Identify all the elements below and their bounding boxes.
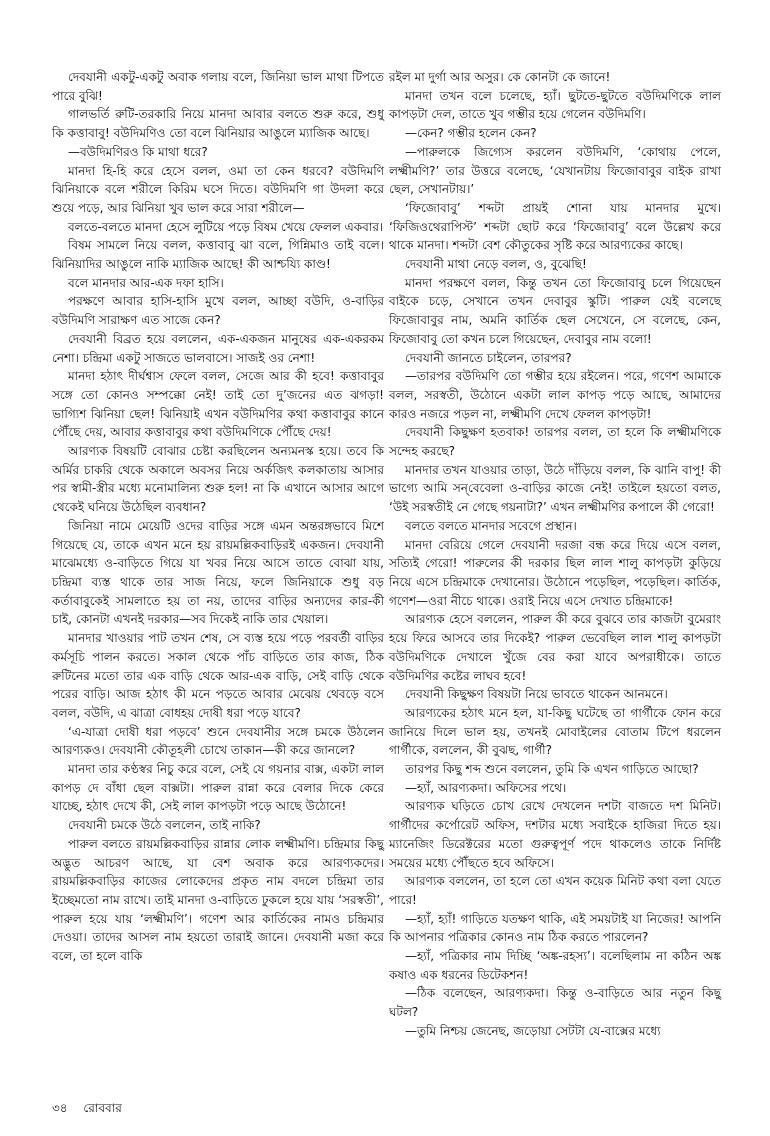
paragraph: দেবযানী কিছুক্ষণ বিষয়টা নিয়ে ভাবতে থাকেন আনমনে।	[405, 687, 668, 702]
paragraph: ‘এ-যাত্রা দোষী ধরা পড়বে’ শুনে দেবযানীর সঙ্গে চমকে উঠলেন আরণ্যকও। দেবযানী কৌতূহলী চোখে তাকান—কী করে জানলে?	[52, 724, 384, 758]
paragraph: —তুমি নিশ্চয় জেনেছ, জড়োয়া সেটটা যে-বাক্সের মধ্যে	[405, 1023, 661, 1038]
paragraph: বিষম সামলে নিয়ে বলল, কত্তাবাবু ঝা বলে, গিন্নিমাও তাই বলে। ঝিনিয়াদির আঙুলে নাকি ম্যাজিক আছে! কী আশ্চয্যি কাণ্ড!	[52, 238, 384, 272]
magazine-name: রোববার	[83, 1101, 122, 1115]
paragraph: —বউদিমণিরও কি মাথা ধরে?	[68, 144, 208, 159]
paragraph: —হ্যাঁ, পত্রিকার নাম দিচ্ছি ‘অঙ্ক-রহস্য’। বলেছিলাম না কঠিন অঙ্ক কষাও এক ধরনের ডিটেকশন!	[389, 949, 721, 982]
paragraph: পারুল বলতে রায়মল্লিকবাড়ির রান্নার লোক লক্ষ্মীমণি। চন্দ্রিমার কিছু অদ্ভুত আচরণ আছে, যা বেশ অবাক করে আরণ্যকদের। রায়মল্লিকবাড়ির কাজের লোকেদের প্রকৃত নাম বদলে চন্দ্রিমা তার ইচ্ছেমতো নাম রাখে। তাই মানদা ও-বাড়িতে ঢুকলে হয়ে যায় ‘সরস্বতী’, পারুল হয়ে যায় ‘লক্ষ্মীমণি’। গণেশ আর কার্তিকের নামও চন্দ্রিমার দেওয়া। তাদের আসল নাম হয়তো তারাই জানে। দেবযানী মজা করে বলে, তা হলে বাকি	[52, 836, 384, 964]
paragraph: বলতে বলতে মানদার সবেগে প্রস্থান।	[405, 518, 577, 533]
paragraph: দেবযানী একটু-একটু অবাক গলায় বলে, জিনিয়া ভাল মাথা টিপতে পারে বুঝি!	[52, 70, 384, 103]
paragraph: মানদা তার কণ্ঠস্বর নিচু করে বলে, সেই যে গয়নার বাক্স, একটা লাল কাপড় দে বাঁধা ছেল বাক্সটা। পারুল রান্না করে বেলার দিকে কেরে যাচ্ছে, হঠাৎ দেখে কী, সেই লাল কাপড়টা পড়ে আছে উঠোনে!	[52, 762, 384, 814]
paragraph: মানদা হি-হি করে হেসে বলল, ওমা তা কেন ধরবে? বউদিমণি ঝিনিয়াকে বলে শরীলে কিরিম ঘসে দিতে। বউদিমণি গা উদলা করে শুয়ে পড়ে, আর ঝিনিয়া খুব ভাল করে সারা শরীলে—	[52, 163, 384, 215]
paragraph: আরণ্যক হেসে বললেন, পারুল কী করে বুঝবে তার কাজটা বুমেরাং হয়ে ফিরে আসবে তার দিকেই? পারুল ভেবেছিল লাল শালু কাপড়টা বউদিমণিকে দেখালে খুঁজে বের করা যাবে অপরাধীকে। তাতে বউদিমণির কষ্টের লাঘব হবে!	[389, 612, 721, 683]
paragraph: আরণ্যক বিষয়টি বোঝার চেষ্টা করছিলেন অন্যমনস্ক হয়ে। তবে কি অর্মির চাকরি থেকে অকালে অবসর নিয়ে অর্কজিৎ কলকাতায় আসার পর স্বামী-স্ত্রীর মধ্যে মনোমালিন্য শুরু হল! না কি এখানে আসার আগে থেকেই ঘনিয়ে উঠেছিল ব্যবধান?	[52, 444, 384, 515]
paragraph: তারপর কিছু শব্দ শুনে বললেন, তুমি কি এখন গাড়িতে আছো?	[405, 762, 699, 777]
paragraph: রইল মা দুর্গা আর অসুর। কে কোনটা কে জানে!	[389, 70, 611, 84]
paragraph: আরণ্যকের হঠাৎ মনে হল, যা-কিছু ঘটেছে তা গার্গীকে ফোন করে জানিয়ে দিলে ভাল হয়, তখনই মোবাইলের বোতাম টিপে ধরলেন গার্গীকে, বললেন, কী বুঝছ, গার্গী?	[389, 705, 721, 758]
paragraph: বলে মানদার আর-এক দফা হাসি।	[68, 275, 224, 290]
paragraph: —তারপর বউদিমণি তো গম্ভীর হয়ে রইলেন। পরে, গণেশ আমাকে বলল, সরস্বতী, উঠোনে একটা লাল কাপড় পড়ে আছে, আমাদের কারও নজরে পড়ল না, লক্ষ্মীমণি দেখে ফেলল কাপড়টা!	[389, 369, 721, 421]
paragraph: —হ্যাঁ, হ্যাঁ! গাড়িতে যতক্ষণ থাকি, এই সময়টাই যা নিজের! আপনি কি আপনার পত্রিকার কোনও নাম ঠিক করতে পারলেন?	[389, 911, 721, 945]
paragraph: পরক্ষণে আবার হাসি-হাসি মুখে বলল, আচ্ছা বউদি, ও-বাড়ির বউদিমণি সারাক্ষণ এত সাজে কেন?	[52, 294, 384, 328]
paragraph: মানদার তখন যাওয়ার তাড়া, উঠে দাঁড়িয়ে বলল, কি ঝানি বাপু! কী ভাগ্যে আমি সন্‌বেবেলা ও-বাড়ির কাজে নেই! তাইলে হয়তো বলত, ‘উই সরস্বতীই নে গেছে গয়নাটা?’ এখন লক্ষ্মীমণির কপালে কী গেরো!	[389, 462, 721, 515]
page-footer	[52, 1100, 134, 1120]
paragraph: গালভর্তি রুটি-তরকারি নিয়ে মানদা আবার বলতে শুরু করে, শুধু কি কত্তাবাবু! বউদিমণিও তো বলে ঝিনিয়ার আঙুলে ম্যাজিক আছে।	[52, 107, 384, 141]
paragraph: মানদার খাওয়ার পাট তখন শেষ, সে ব্যস্ত হয়ে পড়ে পরবর্তী বাড়ির কর্মসূচি পালন করতে। সকাল থেকে পাঁচ বাড়িতে তার কাজ, ঠিক রুটিনের মতো তার এক বাড়ি থেকে আর-এক বাড়ি, সেই বাড়ি থেকে পরের বাড়ি। আজ হঠাৎ কী মনে পড়তে আবার মেঝেয় থেবড়ে বসে বলল, বউদি, এ ঝাত্রা বোধহয় দোষী ধরা পড়ে যাবে?	[52, 631, 384, 720]
paragraph: মানদা হঠাৎ দীর্ঘশ্বাস ফেলে বলল, সেজে আর কী হবে! কত্তাবাবুর সঙ্গে তো কোনও সম্পক্কো নেই! তাই তো দু’জনের এত ঝগড়া! ভাগ্যিশ ঝিনিয়া ছেল! ঝিনিয়াই এখন বউদিমণির কথা কত্তাবাবুর কানে পৌঁছে দেয়, আবার কত্তাবাবুর কথা বউদিমণিকে পৌঁছে দেয়!	[52, 369, 384, 440]
paragraph: মানদা পরক্ষণে বলল, কিন্তু তখন তো ফিজোবাবু চলে গিয়েছেন বাইকে চড়ে, সেখানে তখন দেবাবুর স্কুটি। পারুল যেই বলেছে ফিজোবাবুর নাম, অমনি কার্তিক ছেল সেখেনে, সে বলেছে, কেন, ফিজোবাবু তো কখন চলে গিয়েছেন, দেবাবুর নাম বলো!	[389, 275, 721, 346]
paragraph: মানদা বেরিয়ে গেলে দেবযানী দরজা বন্ধ করে দিয়ে এসে বলল, সত্যিই গেরো! পারুলের কী দরকার ছিল লাল শালু কাপড়টা কুড়িয়ে নিয়ে এসে চন্দ্রিমাকে দেখানোর। উঠোনে পড়েছিল, পড়েছিল। কার্তিক, গণেশ—ওরা নীচে থাকে। ওরাই নিয়ে এসে দেখাত চন্দ্রিমাকে!	[389, 537, 721, 608]
paragraph: —হ্যাঁ, আরণ্যকদা। অফিসের পথে।	[405, 780, 567, 795]
paragraph: —পারুলকে জিগ্যেস করলেন বউদিমণি, ‘কোথায় পেলে, লক্ষ্মীমণি?’ তার উত্তরে বলেছে, ‘যেখানটায় ফিজোবাবুর বাইক রাখা ছেল, সেখানটায়।’	[389, 144, 721, 197]
paragraph: মানদা তখন বলে চলেছে, হ্যাঁ। ছুটতে-ছুটতে বউদিমণিকে লাল কাপড়টা দেল, তাতে খুব গম্ভীর হয়ে গেলেন বউদিমণি।	[389, 88, 721, 122]
paragraph: আরণ্যক ঘড়িতে চোখ রেখে দেখলেন দশটা বাজতে দশ মিনিট। গার্গীদের কর্পোরেট অফিস, দশটার মধ্যে সবাইকে হাজিরা দিতে হয়। ম্যানেজিং ডিরেক্টরের মতো গুরুত্বপূর্ণ পদে থাকলেও তাকে নির্দিষ্ট সময়ের মধ্যে পৌঁছতে হবে অফিসে।	[389, 799, 721, 870]
paragraph: জিনিয়া নামে মেয়েটি ওদের বাড়ির সঙ্গে এমন অন্তরঙ্গভাবে মিশে গিয়েছে যে, তাকে এখন মনে হয় রায়মল্লিকবাড়িরই একজন। দেবযানী মাঝেমধ্যে ও-বাড়িতে গিয়ে যা খবর নিয়ে আসে তাতে বোঝা যায়, চন্দ্রিমা ব্যস্ত থাকে তার সাজ নিয়ে, ফলে জিনিয়াকে শুধু বড় কর্তাবাবুকেই সামলাতে হয় তা নয়, তাদের বাড়ির অন্যদের কার-কী চাই, কোনটা এখনই দরকার—সব দিকেই নাকি তার খেয়াল।	[52, 518, 384, 627]
paragraph: বলতে-বলতে মানদা হেসে লুটিয়ে পড়ে বিষম খেয়ে ফেলল একবার।	[68, 219, 384, 234]
left-column	[52, 68, 384, 966]
paragraph: দেবযানী কিছুক্ষণ হতবাক! তারপর বলল, তা হলে কি লক্ষ্মীমণিকে সন্দেহ করছে?	[389, 425, 721, 459]
paragraph: —ঠিক বলেছেন, আরণ্যকদা। কিন্তু ও-বাড়িতে আর নতুন কিছু ঘটল?	[389, 986, 721, 1020]
paragraph: দেবযানী জানতে চাইলেন, তারপর?	[405, 350, 572, 365]
paragraph: দেবযানী বিব্রত হয়ে বললেন, এক-একজন মানুষের এক-একরকম নেশা। চন্দ্রিমা একটু সাজতে ভালবাসে। সাজই ওর নেশা!	[52, 331, 384, 365]
paragraph: ‘ফিজোবাবু’ শব্দটা প্রায়ই শোনা যায় মানদার মুখে। ‘ফিজিওথেরাপিস্ট’ শব্দটা ছোট করে ‘ফিজোবাবু’ বলে উল্লেখ করে থাকে মানদা। শব্দটা বেশ কৌতুকের সৃষ্টি করে আরণ্যকের কাছে।	[389, 200, 721, 253]
paragraph: আরণ্যক বললেন, তা হলে তো এখন কয়েক মিনিট কথা বলা যেতে পারে!	[389, 874, 721, 907]
right-column	[389, 68, 721, 1041]
paragraph: —কেন? গম্ভীর হলেন কেন?	[405, 126, 537, 141]
paragraph: দেবযানী মাথা নেড়ে বলল, ও, বুঝেছি!	[405, 257, 587, 272]
paragraph: দেবযানী চমকে উঠে বললেন, তাই নাকি?	[68, 818, 261, 833]
page-number: ৩৪	[52, 1101, 68, 1115]
